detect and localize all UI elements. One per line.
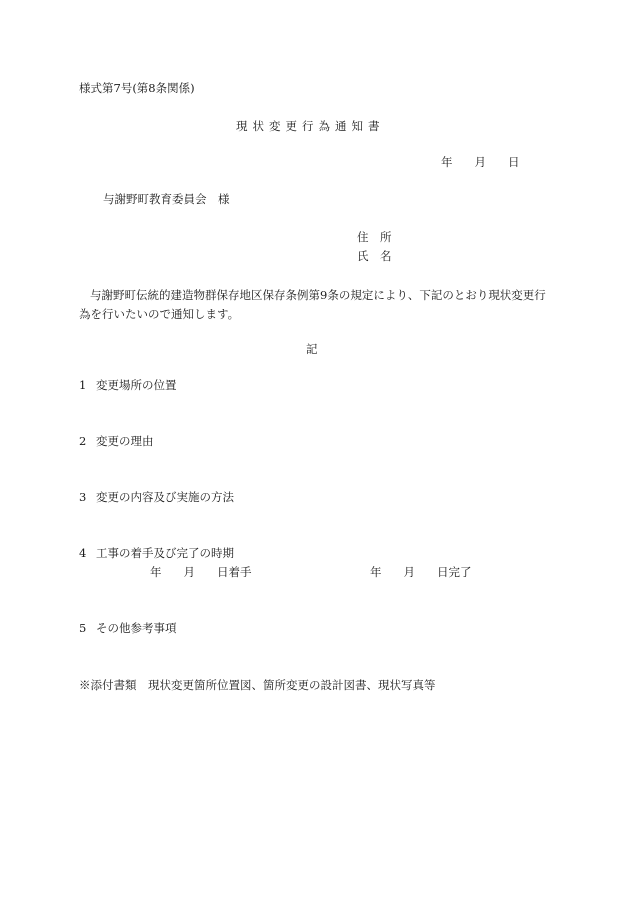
period-start — [150, 566, 252, 580]
form-number: 様式第7号(第8条関係) — [79, 81, 195, 95]
item-number: 3 — [79, 490, 87, 504]
address-label: 住 所 — [357, 230, 392, 244]
date-line — [441, 156, 520, 170]
start-year: 年 — [150, 565, 162, 579]
item-number: 1 — [79, 378, 87, 392]
item-number: 4 — [79, 546, 87, 560]
addressee: 与謝野町教育委員会 様 — [103, 192, 230, 206]
list-item — [79, 435, 154, 449]
start-day: 日着手 — [217, 565, 252, 579]
end-day: 日完了 — [437, 565, 472, 579]
item-number: 2 — [79, 434, 87, 448]
document-title: 現状変更行為通知書 — [236, 119, 385, 133]
name-label: 氏 名 — [357, 249, 392, 263]
item-label: その他参考事項 — [96, 621, 177, 635]
end-year: 年 — [370, 565, 382, 579]
attachments-note: ※添付書類 現状変更箇所位置図、箇所変更の設計図書、現状写真等 — [79, 678, 436, 692]
item-label: 変更の内容及び実施の方法 — [96, 490, 234, 504]
list-item — [79, 379, 177, 393]
start-month: 月 — [183, 565, 195, 579]
list-item — [79, 622, 177, 636]
item-label: 工事の着手及び完了の時期 — [96, 546, 234, 560]
date-day: 日 — [508, 155, 520, 169]
period-end — [370, 566, 472, 580]
date-year: 年 — [441, 155, 453, 169]
list-item — [79, 547, 234, 561]
end-month: 月 — [403, 565, 415, 579]
list-item — [79, 491, 234, 505]
ki-heading: 記 — [306, 342, 318, 356]
body-paragraph: 与謝野町伝統的建造物群保存地区保存条例第9条の規定により、下記のとおり現状変更行為を行いたいので通知します。 — [79, 288, 546, 321]
item-label: 変更の理由 — [96, 434, 154, 448]
item-number: 5 — [79, 621, 87, 635]
item-label: 変更場所の位置 — [96, 378, 177, 392]
date-month: 月 — [474, 155, 486, 169]
